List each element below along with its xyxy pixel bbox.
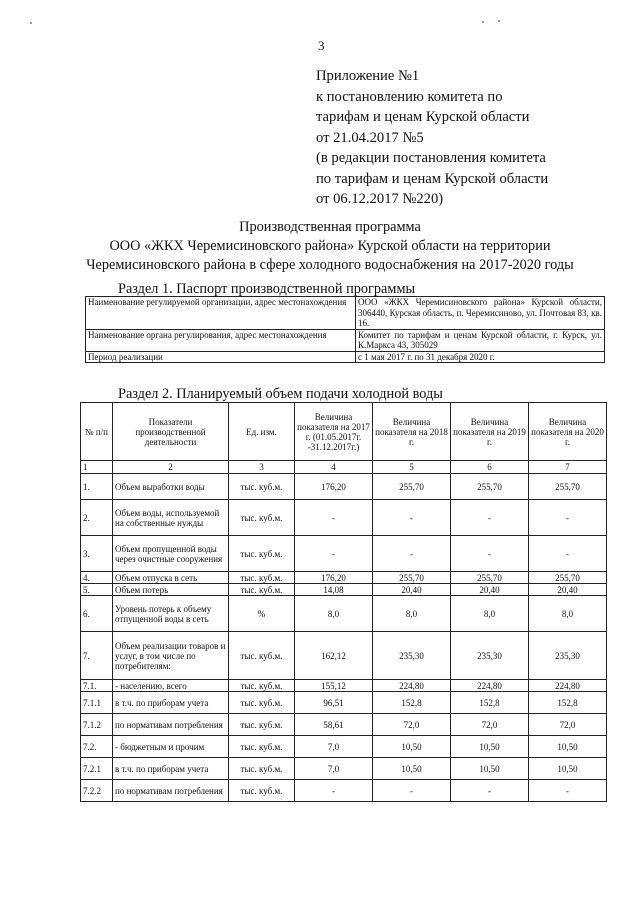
table-row bbox=[81, 596, 607, 632]
scan-speck bbox=[30, 22, 32, 24]
passport-label: Наименование регулируемой организации, адрес местонахождения bbox=[86, 297, 356, 330]
value-2018: - bbox=[373, 500, 451, 536]
value-2020: 72,0 bbox=[529, 714, 607, 736]
value-2019: - bbox=[451, 780, 529, 802]
indicator-name: Объем выработки воды bbox=[113, 474, 229, 500]
column-number: 2 bbox=[113, 461, 229, 474]
table-row bbox=[81, 632, 607, 680]
unit: тыс. куб.м. bbox=[229, 714, 295, 736]
unit: тыс. куб.м. bbox=[229, 680, 295, 692]
program-title-line: Производственная программа bbox=[239, 219, 421, 235]
value-2017: - bbox=[295, 536, 373, 572]
passport-value: Комитет по тарифам и ценам Курской области, г. Курск, ул. К.Маркса 43, 305029 bbox=[356, 329, 605, 351]
header-cell: Величина показателя на 2020 г. bbox=[529, 403, 607, 461]
value-2018: 10,50 bbox=[373, 758, 451, 780]
table-row bbox=[81, 758, 607, 780]
row-number: 7.2.2 bbox=[81, 780, 113, 802]
value-2018: 8,0 bbox=[373, 596, 451, 632]
value-2017: 176,20 bbox=[295, 474, 373, 500]
indicator-name: Объем пропущенной воды через очистные сооружения bbox=[113, 536, 229, 572]
value-2017: 7,0 bbox=[295, 736, 373, 758]
column-number: 7 bbox=[529, 461, 607, 474]
appendix-line: от 06.12.2017 №220) bbox=[316, 191, 444, 207]
value-2018: 20,40 bbox=[373, 584, 451, 596]
row-number: 7. bbox=[81, 632, 113, 680]
column-number: 5 bbox=[373, 461, 451, 474]
indicator-name: Уровень потерь к объему отпущенной воды в сеть bbox=[113, 596, 229, 632]
row-number: 7.2. bbox=[81, 736, 113, 758]
appendix-block bbox=[316, 66, 616, 210]
header-cell: Показатели производственной деятельности bbox=[113, 403, 229, 461]
row-number: 1. bbox=[81, 474, 113, 500]
value-2017: - bbox=[295, 780, 373, 802]
row-number: 7.1. bbox=[81, 680, 113, 692]
indicator-name: - населению, всего bbox=[113, 680, 229, 692]
header-cell: Ед. изм. bbox=[229, 403, 295, 461]
table-row bbox=[81, 474, 607, 500]
value-2017: 14,08 bbox=[295, 584, 373, 596]
value-2019: 10,50 bbox=[451, 758, 529, 780]
unit: тыс. куб.м. bbox=[229, 474, 295, 500]
value-2017: 162,12 bbox=[295, 632, 373, 680]
value-2017: 8,0 bbox=[295, 596, 373, 632]
row-number: 7.1.2 bbox=[81, 714, 113, 736]
value-2019: 10,50 bbox=[451, 736, 529, 758]
program-title-line: ООО «ЖКХ Черемисиновского района» Курской области на территории bbox=[109, 238, 551, 254]
unit: % bbox=[229, 596, 295, 632]
appendix-line: по тарифам и ценам Курской области bbox=[316, 170, 549, 187]
appendix-line: тарифам и ценам Курской области bbox=[316, 109, 530, 125]
value-2019: 224,80 bbox=[451, 680, 529, 692]
unit: тыс. куб.м. bbox=[229, 632, 295, 680]
value-2017: 96,51 bbox=[295, 692, 373, 714]
table-row bbox=[81, 714, 607, 736]
unit: тыс. куб.м. bbox=[229, 780, 295, 802]
table-row bbox=[81, 500, 607, 536]
value-2019: 152,8 bbox=[451, 692, 529, 714]
value-2020: 255,70 bbox=[529, 474, 607, 500]
row-number: 7.1.1 bbox=[81, 692, 113, 714]
table-row bbox=[81, 572, 607, 584]
value-2020: 20,40 bbox=[529, 584, 607, 596]
row-number: 4. bbox=[81, 572, 113, 584]
value-2020: - bbox=[529, 536, 607, 572]
column-number-row bbox=[81, 461, 607, 474]
table-row bbox=[81, 536, 607, 572]
value-2019: 235,30 bbox=[451, 632, 529, 680]
value-2020: 152,8 bbox=[529, 692, 607, 714]
row-number: 5. bbox=[81, 584, 113, 596]
value-2017: 7,0 bbox=[295, 758, 373, 780]
indicator-name: - бюджетным и прочим bbox=[113, 736, 229, 758]
section1-title: Раздел 1. Паспорт производственной программы bbox=[118, 281, 416, 297]
passport-label: Период реализации bbox=[86, 351, 356, 363]
table-row bbox=[81, 692, 607, 714]
appendix-line: Приложение №1 bbox=[316, 68, 420, 84]
unit: тыс. куб.м. bbox=[229, 536, 295, 572]
row-number: 3. bbox=[81, 536, 113, 572]
value-2018: 10,50 bbox=[373, 736, 451, 758]
column-number: 6 bbox=[451, 461, 529, 474]
header-cell: Величина показателя на 2017 г. (01.05.2017г. -31.12.2017г.) bbox=[295, 403, 373, 461]
value-2019: 255,70 bbox=[451, 474, 529, 500]
passport-row bbox=[86, 329, 605, 351]
value-2018: 255,70 bbox=[373, 572, 451, 584]
value-2019: 72,0 bbox=[451, 714, 529, 736]
header-cell: № п/п bbox=[81, 403, 113, 461]
row-number: 6. bbox=[81, 596, 113, 632]
indicator-name: в т.ч. по приборам учета bbox=[113, 692, 229, 714]
table-row bbox=[81, 736, 607, 758]
value-2020: 235,30 bbox=[529, 632, 607, 680]
value-2017: - bbox=[295, 500, 373, 536]
value-2020: - bbox=[529, 500, 607, 536]
appendix-line: к постановлению комитета по bbox=[316, 88, 503, 105]
passport-label: Наименование органа регулирования, адрес местонахождения bbox=[86, 329, 356, 351]
value-2020: - bbox=[529, 780, 607, 802]
value-2017: 155,12 bbox=[295, 680, 373, 692]
value-2017: 176,20 bbox=[295, 572, 373, 584]
table-row bbox=[81, 680, 607, 692]
indicator-name: в т.ч. по приборам учета bbox=[113, 758, 229, 780]
value-2020: 8,0 bbox=[529, 596, 607, 632]
value-2018: 255,70 bbox=[373, 474, 451, 500]
value-2019: - bbox=[451, 500, 529, 536]
header-cell: Величина показателя на 2019 г. bbox=[451, 403, 529, 461]
row-number: 7.2.1 bbox=[81, 758, 113, 780]
value-2020: 255,70 bbox=[529, 572, 607, 584]
scan-speck bbox=[498, 20, 500, 22]
passport-value: с 1 мая 2017 г. по 31 декабря 2020 г. bbox=[356, 351, 605, 363]
value-2020: 224,80 bbox=[529, 680, 607, 692]
indicator-name: Объем реализации товаров и услуг, в том числе по потребителям: bbox=[113, 632, 229, 680]
header-cell: Величина показателя на 2018 г. bbox=[373, 403, 451, 461]
column-number: 4 bbox=[295, 461, 373, 474]
value-2020: 10,50 bbox=[529, 758, 607, 780]
passport-value: ООО «ЖКХ Черемисиновского района» Курской области, 306440, Курская область, п. Черемисиново, ул. Почтовая 83, кв. 16. bbox=[356, 297, 605, 330]
unit: тыс. куб.м. bbox=[229, 572, 295, 584]
program-title-line: Черемисиновского района в сфере холодного водоснабжения на 2017-2020 годы bbox=[86, 257, 574, 273]
appendix-line: (в редакции постановления комитета bbox=[316, 150, 546, 166]
unit: тыс. куб.м. bbox=[229, 758, 295, 780]
indicator-name: по нормативам потребления bbox=[113, 714, 229, 736]
indicator-name: Объем отпуска в сеть bbox=[113, 572, 229, 584]
page-number: 3 bbox=[318, 38, 325, 53]
section2-title: Раздел 2. Планируемый объем подачи холодной воды bbox=[118, 386, 443, 402]
indicator-name: Объем воды, используемой на собственные нужды bbox=[113, 500, 229, 536]
passport-row bbox=[86, 297, 605, 330]
value-2020: 10,50 bbox=[529, 736, 607, 758]
table-row bbox=[81, 780, 607, 802]
scan-speck bbox=[482, 21, 484, 23]
unit: тыс. куб.м. bbox=[229, 736, 295, 758]
indicator-name: по нормативам потребления bbox=[113, 780, 229, 802]
value-2019: 255,70 bbox=[451, 572, 529, 584]
value-2018: 72,0 bbox=[373, 714, 451, 736]
value-2018: - bbox=[373, 780, 451, 802]
column-number: 3 bbox=[229, 461, 295, 474]
value-2019: 8,0 bbox=[451, 596, 529, 632]
table-header-row bbox=[81, 403, 607, 461]
unit: тыс. куб.м. bbox=[229, 500, 295, 536]
value-2018: 152,8 bbox=[373, 692, 451, 714]
appendix-line: от 21.04.2017 №5 bbox=[316, 129, 424, 146]
value-2018: 235,30 bbox=[373, 632, 451, 680]
value-2019: - bbox=[451, 536, 529, 572]
unit: тыс. куб.м. bbox=[229, 692, 295, 714]
program-title bbox=[60, 218, 600, 275]
column-number: 1 bbox=[81, 461, 113, 474]
table-row bbox=[81, 584, 607, 596]
value-2019: 20,40 bbox=[451, 584, 529, 596]
value-2017: 58,61 bbox=[295, 714, 373, 736]
passport-table bbox=[85, 296, 605, 363]
value-2018: - bbox=[373, 536, 451, 572]
passport-row bbox=[86, 351, 605, 363]
volume-table-body bbox=[81, 474, 607, 802]
volume-table bbox=[80, 402, 607, 802]
value-2018: 224,80 bbox=[373, 680, 451, 692]
indicator-name: Объем потерь bbox=[113, 584, 229, 596]
unit: тыс. куб.м. bbox=[229, 584, 295, 596]
row-number: 2. bbox=[81, 500, 113, 536]
